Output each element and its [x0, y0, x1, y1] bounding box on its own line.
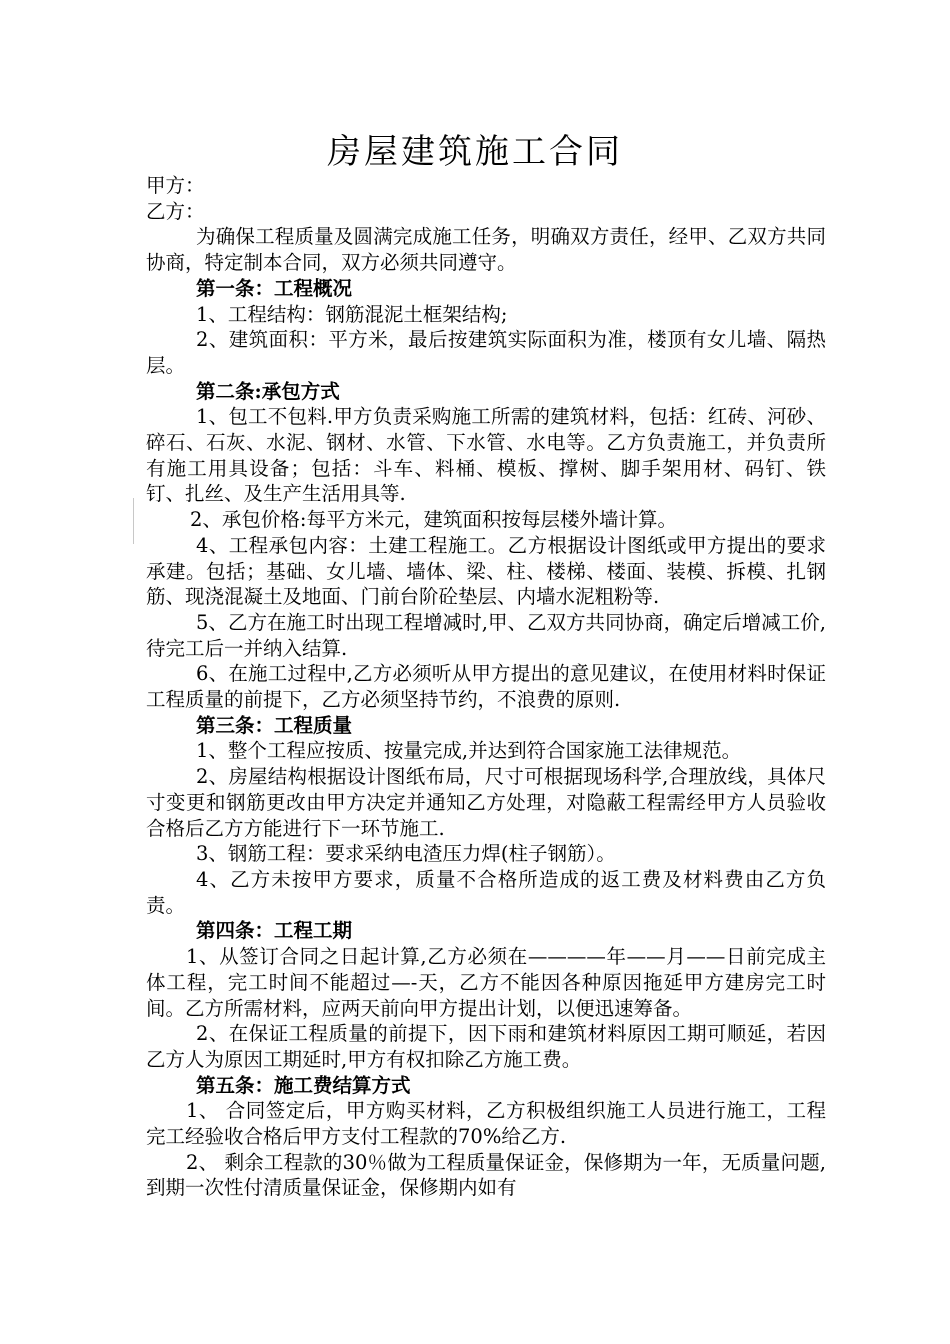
party-a-line: 甲方： — [146, 174, 205, 197]
section-heading-5: 第五条：施工费结算方式 — [196, 1073, 411, 1097]
margin-mark — [133, 498, 134, 544]
clause-paragraph: 1、 合同签定后，甲方购买材料，乙方积极组织施工人员进行施工，工程完工经验收合格后甲方支付工程款的70%给乙方. — [146, 1099, 826, 1149]
clause-paragraph: 2、 剩余工程款的30％做为工程质量保证金，保修期为一年，无质量问题,到期一次性付清质量保证金，保修期内如有 — [146, 1150, 826, 1200]
clause-paragraph: 2、在保证工程质量的前提下，因下雨和建筑材料原因工期可顺延，若因乙方人为原因工期延时,甲方有权扣除乙方施工费。 — [146, 1022, 826, 1071]
section-heading-2: 第二条:承包方式 — [196, 379, 340, 403]
document-body — [146, 173, 826, 1201]
clause-paragraph: 3、钢筋工程：要求采纳电渣压力焊(柱子钢筋）。 — [196, 842, 616, 866]
clause-paragraph: 6、在施工过程中,乙方必须听从甲方提出的意见建议，在使用材料时保证工程质量的前提下，乙方必须坚持节约，不浪费的原则. — [146, 662, 826, 712]
clause-paragraph: 1、包工不包料.甲方负责采购施工所需的建筑材料，包括：红砖、河砂、碎石、石灰、水泥、钢材、水管、下水管、水电等。乙方负责施工，并负责所有施工用具设备；包括：斗车、料桶、模板、撑树、脚手架用材、码钉、铁钉、扎丝、及生产生活用具等. — [146, 405, 826, 506]
clause-paragraph: 2、承包价格:每平方米元，建筑面积按每层楼外墙计算。 — [190, 508, 677, 532]
clause-paragraph: 5、乙方在施工时出现工程增减时,甲、乙双方共同协商，确定后增减工价,待完工后一并纳入结算. — [146, 610, 826, 660]
section-heading-1: 第一条：工程概况 — [196, 276, 353, 300]
clause-paragraph: 1、整个工程应按质、按量完成,并达到符合国家施工法律规范。 — [196, 739, 742, 763]
document-title: 房屋建筑施工合同 — [327, 132, 623, 172]
clause-paragraph: 1、从签订合同之日起计算,乙方必须在————年——月——日前完成主体工程，完工时间不能超过—-天，乙方不能因各种原因拖延甲方建房完工时间。乙方所需材料，应两天前向甲方提出计划，以便迅速筹备。 — [146, 945, 826, 1020]
clause-paragraph: 4、乙方未按甲方要求，质量不合格所造成的返工费及材料费由乙方负责。 — [146, 867, 826, 917]
section-heading-3: 第三条：工程质量 — [196, 713, 353, 737]
intro-paragraph: 为确保工程质量及圆满完成施工任务，明确双方责任，经甲、乙双方共同协商，特定制本合同，双方必须共同遵守。 — [146, 225, 826, 275]
party-b-line: 乙方： — [146, 199, 205, 223]
clause-paragraph: 1、工程结构：钢筋混泥土框架结构; — [196, 302, 508, 326]
clause-paragraph: 2、房屋结构根据设计图纸布局，尺寸可根据现场科学,合理放线，具体尺寸变更和钢筋更改由甲方决定并通知乙方处理，对隐蔽工程需经甲方人员验收合格后乙方方能进行下一环节施工. — [146, 765, 826, 840]
clause-paragraph: 2、建筑面积：平方米，最后按建筑实际面积为准，楼顶有女儿墙、隔热层。 — [146, 328, 826, 377]
section-heading-4: 第四条：工程工期 — [196, 919, 353, 943]
clause-paragraph: 4、工程承包内容：土建工程施工。乙方根据设计图纸或甲方提出的要求承建。包括；基础、女儿墙、墙体、梁、柱、楼梯、楼面、装模、拆模、扎钢筋、现浇混凝土及地面、门前台阶砼垫层、内墙水泥粗粉等. — [146, 533, 826, 609]
